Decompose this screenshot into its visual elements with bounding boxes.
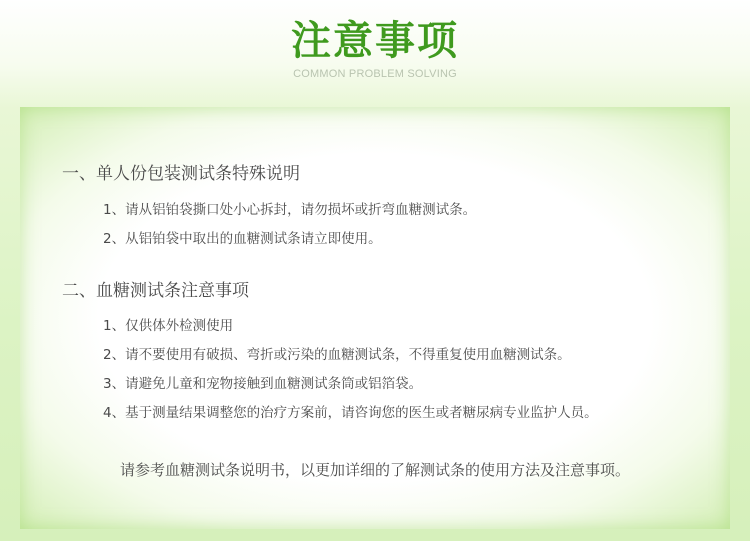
list-item: 1、请从铝铂袋撕口处小心拆封，请勿损坏或折弯血糖测试条。	[103, 202, 477, 218]
list-item: 3、请避免儿童和宠物接触到血糖测试条筒或铝箔袋。	[103, 376, 423, 392]
footer-note: 请参考血糖测试条说明书，以更加详细的了解测试条的使用方法及注意事项。	[119, 461, 630, 479]
section-title-test-strip: 二、血糖测试条注意事项	[62, 281, 249, 301]
list-item: 4、基于测量结果调整您的治疗方案前，请咨询您的医生或者糖尿病专业监护人员。	[103, 405, 598, 421]
section-title-single-pack: 一、单人份包装测试条特殊说明	[62, 164, 300, 184]
list-item: 2、请不要使用有破损、弯折或污染的血糖测试条，不得重复使用血糖测试条。	[103, 347, 571, 363]
page-title: 注意事项	[291, 18, 459, 64]
list-item: 2、从铝铂袋中取出的血糖测试条请立即使用。	[103, 231, 382, 247]
page-subtitle: COMMON PROBLEM SOLVING	[293, 68, 457, 80]
header	[0, 0, 750, 100]
list-item: 1、仅供体外检测使用	[103, 318, 234, 334]
